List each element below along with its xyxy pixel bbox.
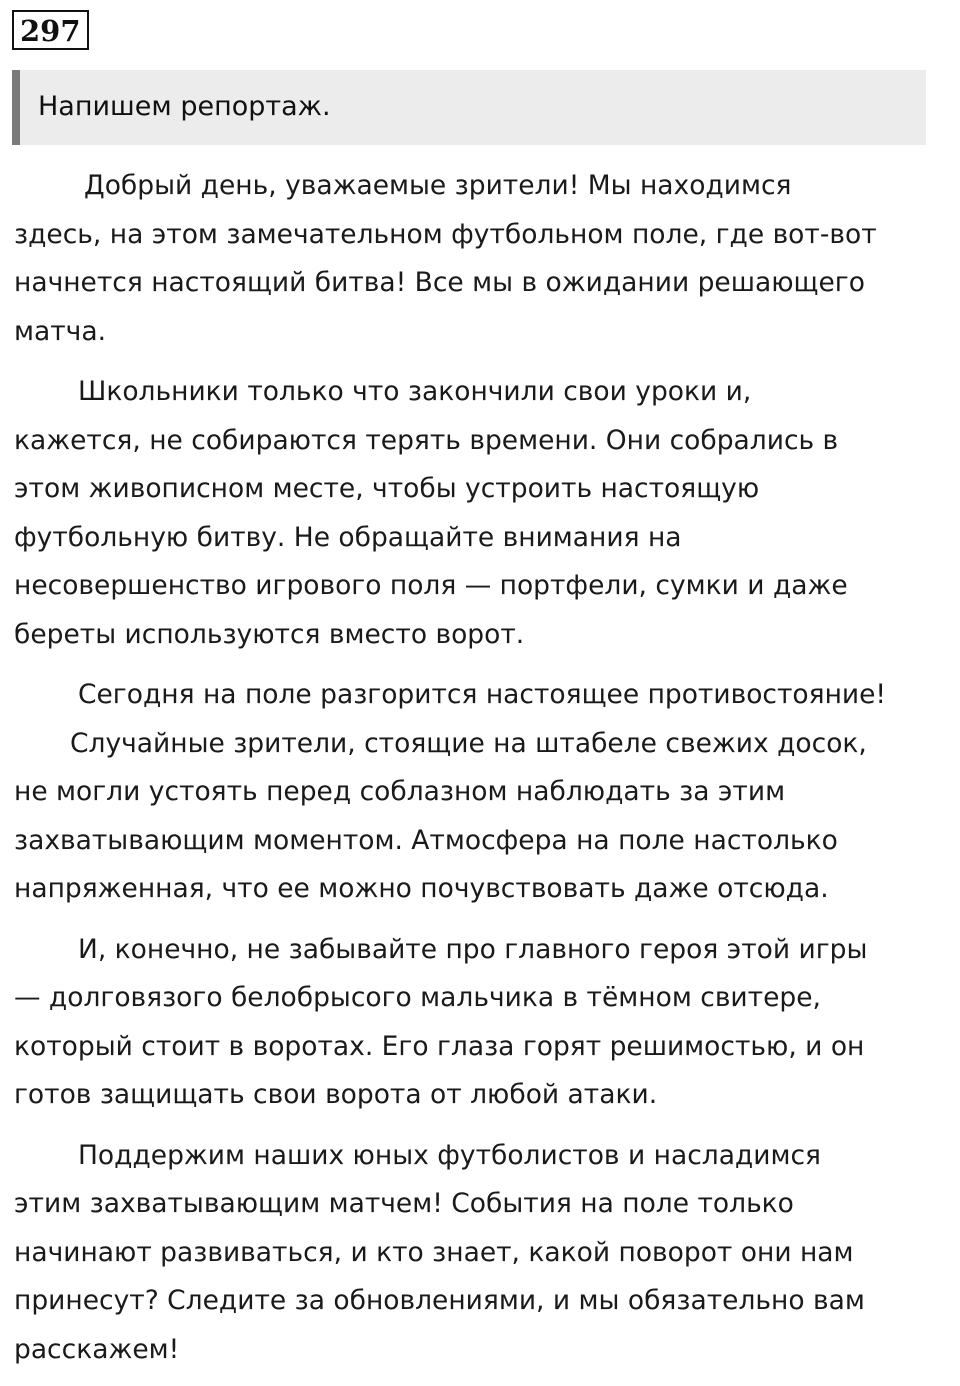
paragraph-3 [14, 671, 949, 914]
text-line: Сегодня на поле разгорится настоящее противостояние! [78, 679, 887, 710]
task-text: Напишем репортаж. [38, 91, 331, 122]
text-line: кажется, не собираются терять времени. Они собрались в [14, 424, 839, 456]
text-line: матча. [14, 315, 106, 347]
text-line: здесь, на этом замечательном футбольном поле, где вот-вот [14, 218, 877, 250]
text-line: — долговязого белобрысого мальчика в тёмном свитере, [14, 982, 821, 1013]
text-line: Поддержим наших юных футболистов и насладимся [78, 1139, 821, 1171]
text-line: футбольную битву. Не обращайте внимания на [14, 521, 682, 553]
text-line: готов защищать свои ворота от любой атаки. [14, 1079, 658, 1110]
text-line: Случайные зрители, стоящие на штабеле свежих досок, [70, 727, 867, 759]
text-line: этим захватывающим матчем! События на поле только [14, 1188, 794, 1219]
text-line: начинают развиваться, и кто знает, какой поворот они нам [14, 1236, 854, 1268]
exercise-number: 297 [12, 10, 89, 50]
text-line: расскажем! [14, 1333, 180, 1365]
report-text [14, 162, 949, 1386]
paragraph-1 [14, 162, 949, 356]
text-line: этом живописном месте, чтобы устроить настоящую [14, 473, 760, 504]
text-line: несовершенство игрового поля — портфели, сумки и даже [14, 570, 848, 601]
text-line: Школьники только что закончили свои уроки и, [78, 376, 752, 407]
text-line: захватывающим моментом. Атмосфера на поле настолько [14, 824, 838, 856]
paragraph-2 [14, 368, 949, 659]
task-header [12, 70, 926, 145]
text-line: который стоит в воротах. Его глаза горят решимостью, и он [14, 1030, 865, 1062]
text-line: напряженная, что ее можно почувствовать даже отсюда. [14, 873, 829, 904]
paragraph-4 [14, 926, 949, 1120]
text-line: И, конечно, не забывайте про главного героя этой игры [78, 933, 868, 965]
text-line: береты используются вместо ворот. [14, 618, 525, 650]
text-line: начнется настоящий битва! Все мы в ожидании решающего [14, 267, 865, 298]
text-line: принесут? Следите за обновлениями, и мы обязательно вам [14, 1285, 865, 1316]
text-line: не могли устоять перед соблазном наблюдать за этим [14, 776, 786, 807]
paragraph-5 [14, 1132, 949, 1375]
text-line: Добрый день, уважаемые зрители! Мы находимся [84, 170, 792, 201]
